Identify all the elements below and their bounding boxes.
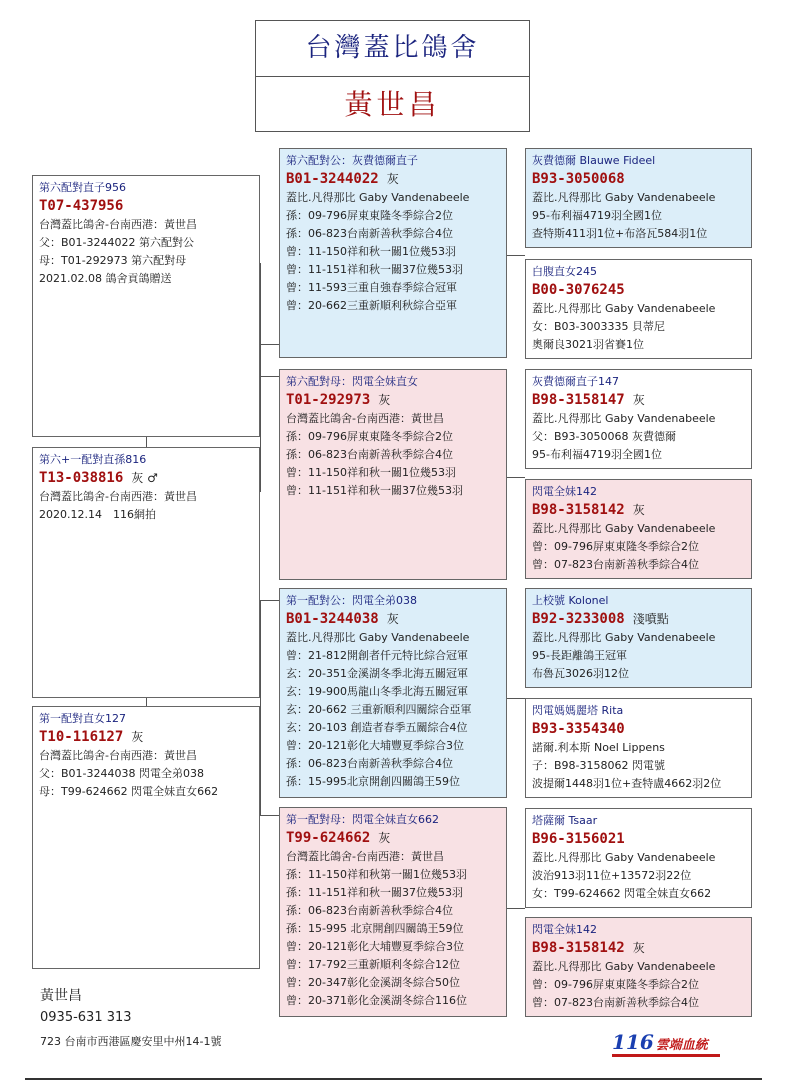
feather-color: 灰 (632, 503, 645, 517)
detail-line: 查特斯411羽1位+布洛瓦584羽1位 (532, 227, 708, 240)
detail-line: 母：T01-292973 第六配對母 (39, 254, 187, 267)
detail-line: 曾：11-151祥和秋一關37位幾53羽 (286, 484, 463, 497)
detail-line: 孫：06-823台南新善秋季綜合4位 (286, 448, 453, 461)
footer-phone: 0935-631 313 (40, 1010, 132, 1025)
detail-line: 奧爾良3021羽省賽1位 (532, 338, 644, 351)
detail-line: 曾：11-150祥和秋一關1位幾53羽 (286, 466, 456, 479)
connector (507, 477, 525, 478)
pigeon-card-ggp2 (525, 259, 752, 359)
loft-name: 台灣蓋比鴿舍 (256, 21, 529, 77)
pigeon-card-ggp7 (525, 808, 752, 908)
detail-line: 蓋比.凡得那比 Gaby Vandenabeele (532, 631, 716, 644)
card-heading: 塔薩爾 Tsaar (532, 814, 598, 827)
card-heading: 閃電媽媽麗塔 Rita (532, 704, 624, 717)
detail-line: 子：B98-3158062 閃電號 (532, 759, 665, 772)
connector (146, 698, 147, 706)
ring-number: T10-116127 (39, 729, 124, 745)
detail-line: 布魯瓦3026羽12位 (532, 667, 629, 680)
detail-line: 蓋比.凡得那比 Gaby Vandenabeele (532, 191, 716, 204)
card-heading: 上校號 Kolonel (532, 594, 609, 607)
detail-line: 孫：09-796屏東東隆冬季綜合2位 (286, 430, 453, 443)
detail-line: 曾：20-371彰化金溪湖冬綜合116位 (286, 994, 467, 1007)
detail-line: 玄：19-900馬龍山冬季北海五關冠軍 (286, 685, 468, 698)
pigeon-card-dam (32, 706, 260, 969)
ring-number: B93-3354340 (532, 721, 625, 737)
card-heading: 白腹直女245 (532, 265, 597, 278)
detail-line: 孫：06-823台南新善秋季綜合4位 (286, 757, 453, 770)
pigeon-card-gp4 (279, 807, 507, 1017)
feather-color: 灰 (378, 831, 391, 845)
detail-line: 玄：20-351金溪湖冬季北海五關冠軍 (286, 667, 468, 680)
feather-color: 灰 (632, 941, 645, 955)
detail-line: 曾：07-823台南新善秋季綜合4位 (532, 996, 699, 1009)
card-heading: 灰費德爾 Blauwe Fideel (532, 154, 656, 167)
connector (260, 815, 279, 816)
detail-line: 曾：11-150祥和秋一關1位幾53羽 (286, 245, 456, 258)
detail-line: 孫：15-995 北京開創四關鴿王59位 (286, 922, 464, 935)
detail-line: 女：B03-3003335 貝蒂尼 (532, 320, 665, 333)
pigeon-card-gp2 (279, 369, 507, 580)
detail-line: 孫：11-151祥和秋一關37位幾53羽 (286, 886, 463, 899)
card-heading: 第六配對母：閃電全妹直女 (286, 375, 418, 388)
detail-line: 蓋比.凡得那比 Gaby Vandenabeele (532, 851, 716, 864)
detail-line: 孫：11-150祥和秋第一關1位幾53羽 (286, 868, 467, 881)
detail-line: 台灣蓋比鴿舍-台南西港：黃世昌 (39, 218, 197, 231)
detail-line: 台灣蓋比鴿舍-台南西港：黃世昌 (286, 850, 444, 863)
detail-line: 曾：11-151祥和秋一關37位幾53羽 (286, 263, 463, 276)
detail-line: 波提爾1448羽1位+查特盧4662羽2位 (532, 777, 722, 790)
card-heading: 閃電全妹142 (532, 485, 597, 498)
detail-line: 孫：09-796屏東東隆冬季綜合2位 (286, 209, 453, 222)
connector (260, 600, 261, 815)
ring-number: B92-3233008 (532, 611, 625, 627)
pigeon-card-ggp6 (525, 698, 752, 798)
feather-color: 灰 (386, 612, 399, 626)
detail-line: 台灣蓋比鴿舍-台南西港：黃世昌 (39, 749, 197, 762)
detail-line: 孫：06-823台南新善秋季綜合4位 (286, 227, 453, 240)
detail-line: 蓋比.凡得那比 Gaby Vandenabeele (286, 191, 470, 204)
card-heading: 第一配對母：閃電全妹直女662 (286, 813, 439, 826)
feather-color: 淺噴點 (632, 612, 669, 626)
connector (260, 263, 261, 492)
feather-color: 灰 (131, 730, 144, 744)
ring-number: B93-3050068 (532, 171, 625, 187)
ring-number: B98-3158142 (532, 502, 625, 518)
detail-line: 曾：21-812開創者仟元特比綜合冠軍 (286, 649, 468, 662)
connector (507, 255, 525, 256)
detail-line: 蓋比.凡得那比 Gaby Vandenabeele (286, 631, 470, 644)
detail-line: 諾爾.利本斯 Noel Lippens (532, 741, 665, 754)
title-box (255, 20, 530, 132)
feather-color: 灰 (378, 393, 391, 407)
bottom-divider (25, 1078, 762, 1080)
feather-color: 灰 (386, 172, 399, 186)
card-heading: 閃電全妹142 (532, 923, 597, 936)
owner-name: 黃世昌 (344, 88, 441, 121)
logo-underline (612, 1054, 720, 1057)
detail-line: 曾：20-662三重新順利秋綜合亞軍 (286, 299, 457, 312)
pigeon-card-ggp5 (525, 588, 752, 688)
pigeon-card-gp1 (279, 148, 507, 358)
card-heading: 第六配對公：灰費德爾直子 (286, 154, 418, 167)
detail-line: 父：B93-3050068 灰費德爾 (532, 430, 676, 443)
detail-line: 2020.12.14 116網拍 (39, 508, 156, 521)
card-heading: 第一配對直女127 (39, 712, 126, 725)
connector (507, 908, 525, 909)
pigeon-card-subject (32, 447, 260, 698)
ring-number: B98-3158142 (532, 940, 625, 956)
detail-line: 曾：20-347彰化金溪湖冬綜合50位 (286, 976, 460, 989)
detail-line: 母：T99-624662 閃電全妹直女662 (39, 785, 219, 798)
detail-line: 女：T99-624662 閃電全妹直女662 (532, 887, 712, 900)
ring-number: T01-292973 (286, 392, 371, 408)
connector (260, 600, 279, 601)
card-heading: 灰費德爾直子147 (532, 375, 619, 388)
logo-text: 雲端血統 (655, 1038, 708, 1053)
detail-line: 曾：11-593三重自強春季綜合冠軍 (286, 281, 457, 294)
detail-line: 玄：20-662 三重新順利四關綜合亞軍 (286, 703, 472, 716)
pigeon-card-ggp3 (525, 369, 752, 469)
detail-line: 孫：06-823台南新善秋季綜合4位 (286, 904, 453, 917)
connector (260, 376, 279, 377)
ring-number: B01-3244022 (286, 171, 379, 187)
connector (146, 437, 147, 447)
pigeon-card-ggp1 (525, 148, 752, 248)
connector (260, 344, 279, 345)
detail-line: 曾：09-796屏東東隆冬季綜合2位 (532, 540, 699, 553)
detail-line: 蓋比.凡得那比 Gaby Vandenabeele (532, 960, 716, 973)
detail-line: 父：B01-3244022 第六配對公 (39, 236, 194, 249)
detail-line: 父：B01-3244038 閃電全弟038 (39, 767, 204, 780)
pigeon-card-sire (32, 175, 260, 437)
detail-line: 波治913羽11位+13572羽22位 (532, 869, 692, 882)
logo (612, 1030, 708, 1054)
feather-color: 灰 ♂ (131, 471, 158, 485)
detail-line: 台灣蓋比鴿舍-台南西港：黃世昌 (286, 412, 444, 425)
footer-name: 黃世昌 (40, 988, 82, 1004)
detail-line: 曾：20-121彰化大埔豐夏季綜合3位 (286, 940, 464, 953)
pigeon-card-ggp8 (525, 917, 752, 1017)
ring-number: B96-3156021 (532, 831, 625, 847)
ring-number: B98-3158147 (532, 392, 625, 408)
ring-number: B00-3076245 (532, 282, 625, 298)
detail-line: 曾：07-823台南新善秋季綜合4位 (532, 558, 699, 571)
detail-line: 蓋比.凡得那比 Gaby Vandenabeele (532, 412, 716, 425)
ring-number: T07-437956 (39, 198, 124, 214)
detail-line: 曾：20-121彰化大埔豐夏季綜合3位 (286, 739, 464, 752)
detail-line: 95-布利福4719羽全國1位 (532, 209, 662, 222)
footer-address: 723 台南市西港區慶安里中州14-1號 (40, 1035, 222, 1048)
detail-line: 玄：20-103 創造者春季五關綜合4位 (286, 721, 468, 734)
ring-number: T13-038816 (39, 470, 124, 486)
pigeon-card-gp3 (279, 588, 507, 798)
card-heading: 第六配對直子956 (39, 181, 126, 194)
detail-line: 孫：15-995北京開創四關鴿王59位 (286, 775, 460, 788)
feather-color: 灰 (632, 393, 645, 407)
detail-line: 2021.02.08 鴿舍貢鴿贈送 (39, 272, 172, 285)
card-heading: 第六+一配對直孫816 (39, 453, 147, 466)
detail-line: 曾：09-796屏東東隆冬季綜合2位 (532, 978, 699, 991)
card-heading: 第一配對公：閃電全弟038 (286, 594, 417, 607)
ring-number: T99-624662 (286, 830, 371, 846)
detail-line: 曾：17-792三重新順利冬綜合12位 (286, 958, 460, 971)
detail-line: 95-布利福4719羽全國1位 (532, 448, 662, 461)
connector (507, 698, 525, 699)
detail-line: 95-長距離鴿王冠軍 (532, 649, 627, 662)
pigeon-card-ggp4 (525, 479, 752, 579)
detail-line: 台灣蓋比鴿舍-台南西港：黃世昌 (39, 490, 197, 503)
detail-line: 蓋比.凡得那比 Gaby Vandenabeele (532, 522, 716, 535)
detail-line: 蓋比.凡得那比 Gaby Vandenabeele (532, 302, 716, 315)
ring-number: B01-3244038 (286, 611, 379, 627)
logo-number: 116 (612, 1030, 654, 1054)
